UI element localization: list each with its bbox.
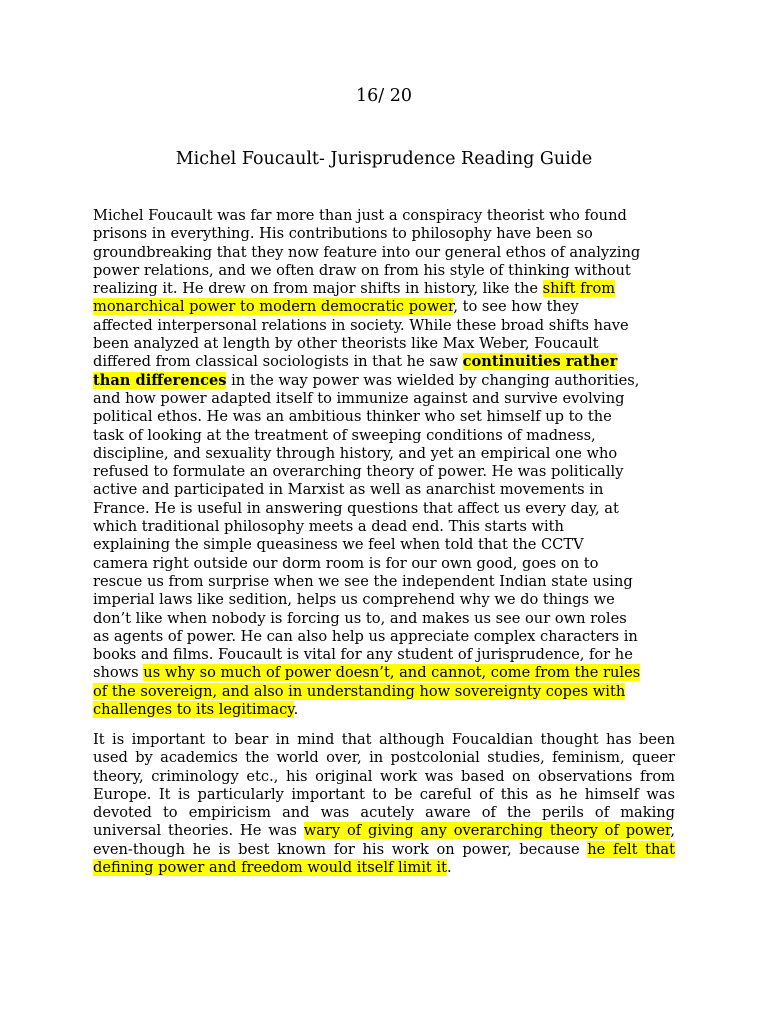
text-run: explaining the simple queasiness we feel when told that the CCTV <box>93 536 584 554</box>
text-run: . <box>446 859 452 877</box>
body-paragraph-2 <box>93 731 675 877</box>
text-run: refused to formulate an overarching theory of power. He was politically <box>93 463 624 481</box>
text-line <box>93 353 675 371</box>
text-line <box>93 591 675 609</box>
text-line <box>93 701 675 719</box>
text-line <box>93 408 675 426</box>
text-run: don’t like when nobody is forcing us to, and makes us see our own roles <box>93 609 627 627</box>
text-line <box>93 463 675 481</box>
text-run: camera right outside our dorm room is for our own good, goes on to <box>93 554 599 572</box>
text-run: which traditional philosophy meets a dead end. This starts with <box>93 518 564 536</box>
text-run: and how power adapted itself to immunize against and survive evolving <box>93 389 625 407</box>
document-title: Michel Foucault- Jurisprudence Reading Guide <box>175 149 593 169</box>
text-run: , even-though he is best known for his work on power, because <box>93 822 675 858</box>
page-number: 16/ 20 <box>356 86 412 106</box>
text-run: books and films. Foucault is vital for any student of jurisprudence, for he <box>93 646 633 664</box>
text-line <box>93 225 675 243</box>
highlighted-text: than differences <box>93 371 227 389</box>
highlighted-text: us why so much of power doesn’t, and cannot, come from the rules <box>143 664 641 682</box>
text-run: power relations, and we often draw on from his style of thinking without <box>93 261 631 279</box>
text-run: rescue us from surprise when we see the independent Indian state using <box>93 572 633 590</box>
highlighted-text: continuities rather <box>462 353 618 371</box>
text-run: discipline, and sexuality through history, and yet an empirical one who <box>93 444 618 462</box>
text-run: political ethos. He was an ambitious thinker who set himself up to the <box>93 408 612 426</box>
highlighted-text: he felt that defining power and freedom would itself limit it <box>93 840 675 877</box>
text-line <box>93 244 675 262</box>
text-run: France. He is useful in answering questions that affect us every day, at <box>93 499 619 517</box>
text-run: prisons in everything. His contributions to philosophy have been so <box>93 225 593 243</box>
text-line <box>93 427 675 445</box>
text-line <box>93 262 675 280</box>
text-line <box>93 298 675 316</box>
highlighted-text: wary of giving any overarching theory of power <box>303 822 671 840</box>
text-run: , to see how they <box>453 298 579 316</box>
text-run: in the way power was wielded by changing authorities, <box>226 371 640 389</box>
text-line <box>93 317 675 335</box>
highlighted-text: shift from <box>542 280 616 298</box>
text-line <box>93 390 675 408</box>
text-run: been analyzed at length by other theorists like Max Weber, Foucault <box>93 335 599 353</box>
text-run: groundbreaking that they now feature into our general ethos of analyzing <box>93 243 641 261</box>
text-line <box>93 683 675 701</box>
text-line <box>93 445 675 463</box>
text-line <box>93 646 675 664</box>
text-line <box>93 628 675 646</box>
text-run: imperial laws like sedition, helps us comprehend why we do things we <box>93 591 615 609</box>
text-line <box>93 280 675 298</box>
text-line <box>93 536 675 554</box>
text-line <box>93 335 675 353</box>
text-line <box>93 481 675 499</box>
highlighted-text: monarchical power to modern democratic power <box>93 298 454 316</box>
text-run: differed from classical sociologists in that he saw <box>93 353 463 371</box>
text-run: as agents of power. He can also help us appreciate complex characters in <box>93 627 638 645</box>
text-run: It is important to bear in mind that although Foucaldian thought has been used by academics the world over, in postcolonial studies, feminism, queer theory, criminology etc., his original work was based on observations from Europe. It is particularly important to be careful of this as he himself was devoted to empiricism and was acutely aware of the perils of making universal theories. He was <box>93 731 675 840</box>
text-run: Michel Foucault was far more than just a conspiracy theorist who found <box>93 207 627 224</box>
text-line <box>93 500 675 518</box>
body-paragraph-1 <box>93 207 675 719</box>
text-line <box>93 573 675 591</box>
text-run: affected interpersonal relations in society. While these broad shifts have <box>93 316 629 334</box>
text-line <box>93 207 675 225</box>
text-run: shows <box>93 664 144 682</box>
text-line <box>93 555 675 573</box>
text-line <box>93 518 675 536</box>
highlighted-text: of the sovereign, and also in understanding how sovereignty copes with <box>93 682 626 700</box>
text-line <box>93 372 675 390</box>
text-run: task of looking at the treatment of sweeping conditions of madness, <box>93 426 596 444</box>
highlighted-text: challenges to its legitimacy <box>93 701 294 719</box>
text-line <box>93 664 675 682</box>
text-run: . <box>293 701 299 719</box>
text-run: active and participated in Marxist as well as anarchist movements in <box>93 481 604 499</box>
text-run: realizing it. He drew on from major shifts in history, like the <box>93 280 543 298</box>
text-line <box>93 610 675 628</box>
